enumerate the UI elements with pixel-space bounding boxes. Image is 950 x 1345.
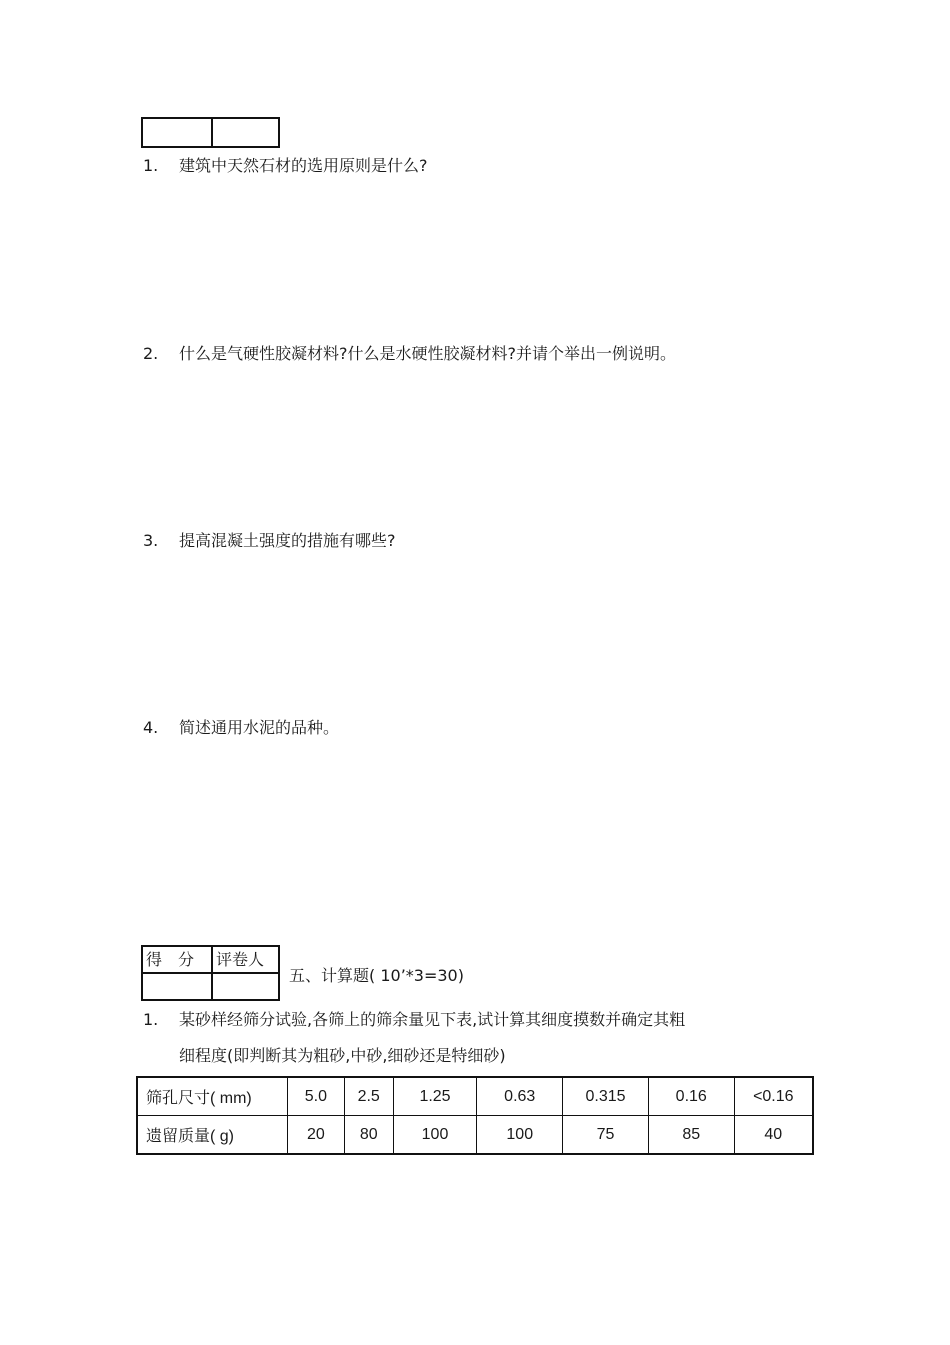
retained-mass-cell: 80 — [344, 1116, 393, 1155]
sieve-size-cell: 1.25 — [393, 1077, 477, 1116]
score-box-section5 — [141, 945, 280, 1001]
question-4 — [143, 718, 339, 738]
question-number: 1. — [143, 156, 159, 175]
row-label-retained-mass: 遗留质量( g) — [137, 1116, 287, 1155]
sieve-table — [136, 1076, 814, 1155]
question-2 — [143, 344, 676, 364]
score-header-cell — [142, 946, 212, 973]
grader-header-label: 评卷人 — [216, 949, 265, 969]
question-number: 4. — [143, 718, 159, 737]
grader-value-cell — [212, 973, 279, 1000]
retained-mass-cell: 20 — [287, 1116, 344, 1155]
question-text: 什么是气硬性胶凝材料?什么是水硬性胶凝材料?并请个举出一例说明。 — [179, 344, 676, 363]
score-box-top — [141, 117, 280, 148]
retained-mass-cell: 75 — [563, 1116, 649, 1155]
question-text: 建筑中天然石材的选用原则是什么? — [179, 156, 428, 175]
section5-question-1 — [143, 1010, 685, 1030]
section5-title: 五、计算题( 10’*3=30) — [289, 966, 464, 985]
sieve-size-cell: 0.16 — [648, 1077, 734, 1116]
table-row — [137, 1077, 813, 1116]
sieve-size-cell: 5.0 — [287, 1077, 344, 1116]
section5-question-1-line2: 细程度(即判断其为粗砂,中砂,细砂还是特细砂) — [179, 1046, 506, 1065]
grader-cell — [212, 118, 279, 147]
score-cell — [142, 118, 212, 147]
question-number: 2. — [143, 344, 159, 363]
retained-mass-cell: 40 — [734, 1116, 813, 1155]
sieve-size-cell: 2.5 — [344, 1077, 393, 1116]
question-number: 1. — [143, 1010, 159, 1029]
question-3 — [143, 531, 396, 551]
sieve-size-cell: <0.16 — [734, 1077, 813, 1116]
sieve-size-cell: 0.63 — [477, 1077, 563, 1116]
retained-mass-cell: 100 — [393, 1116, 477, 1155]
retained-mass-cell: 100 — [477, 1116, 563, 1155]
sieve-size-cell: 0.315 — [563, 1077, 649, 1116]
row-label-sieve-size: 筛孔尺寸( mm) — [137, 1077, 287, 1116]
question-text-line1: 某砂样经筛分试验,各筛上的筛余量见下表,试计算其细度摸数并确定其粗 — [179, 1010, 686, 1029]
question-1 — [143, 156, 428, 176]
score-header-label: 得 分 — [146, 949, 195, 969]
score-value-cell — [142, 973, 212, 1000]
grader-header-cell — [212, 946, 279, 973]
question-text: 简述通用水泥的品种。 — [179, 718, 340, 737]
retained-mass-cell: 85 — [648, 1116, 734, 1155]
question-number: 3. — [143, 531, 159, 550]
table-row — [137, 1116, 813, 1155]
question-text: 提高混凝土强度的措施有哪些? — [179, 531, 396, 550]
